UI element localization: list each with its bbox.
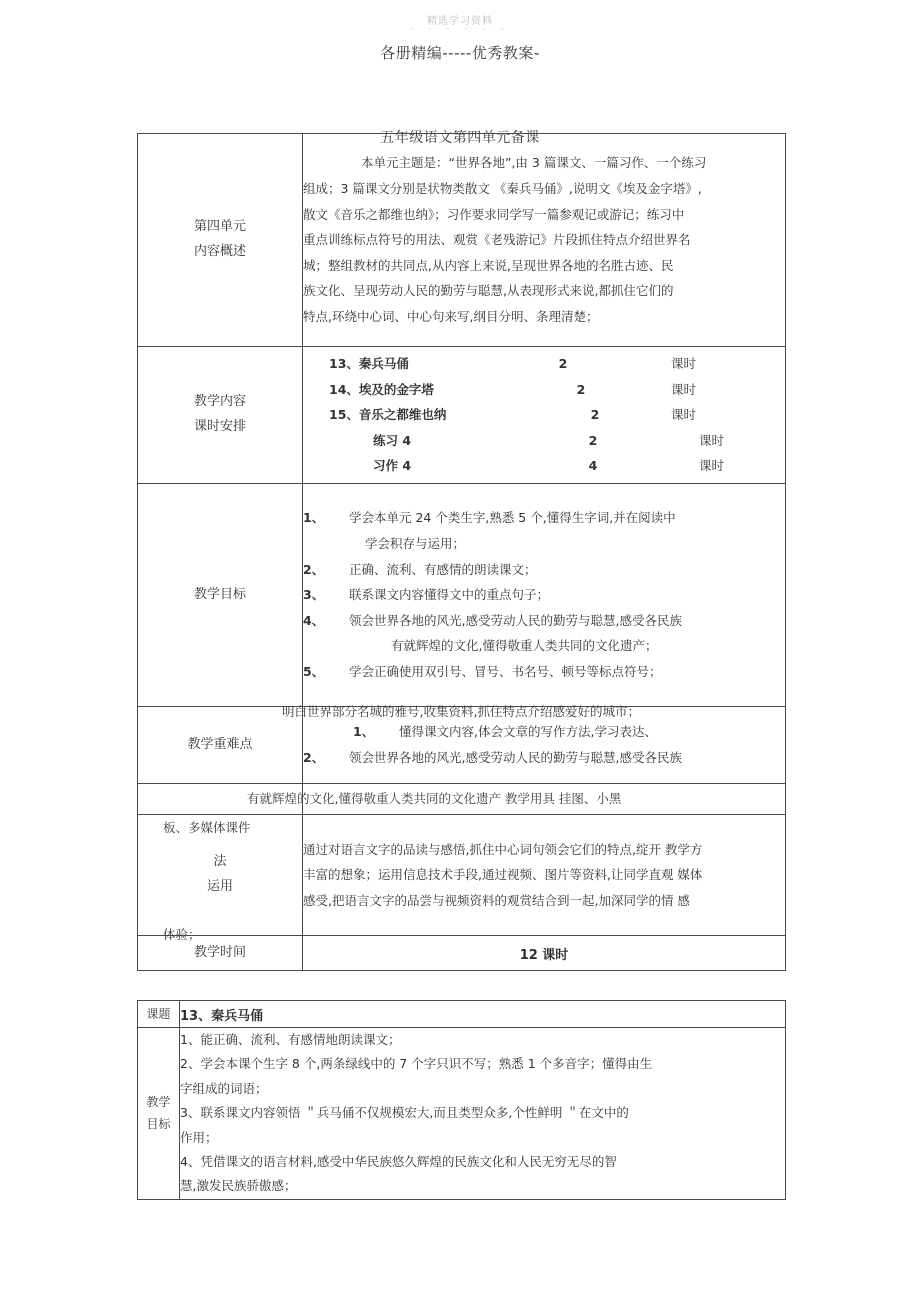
schedule-name: 13、秦兵马俑 <box>329 355 409 371</box>
label-line-2: 课时安排 <box>193 419 246 434</box>
overview-line-7: 特点,环绕中心词、中心句来写,纲目分明、条理清楚； <box>303 309 599 325</box>
objective-text: 联系课文内容懂得文中的重点句子； <box>349 587 550 603</box>
watermark-dashes: - - - - - - <box>410 24 510 34</box>
schedule-name: 14、埃及的金字塔 <box>329 381 434 397</box>
objective-text: 学会正确使用双引号、冒号、书名号、顿号等标点符号； <box>349 664 662 680</box>
lesson-goal-line-6: 4、凭借课文的语言材料,感受中华民族悠久辉煌的民族文化和人民无穷无尽的智 <box>180 1153 617 1169</box>
schedule-unit: 课时 <box>670 381 696 397</box>
overview-line-1: 本单元主题是：“世界各地”,由 3 篇课文、一篇习作、一个练习 <box>361 155 707 171</box>
schedule-item <box>303 453 785 479</box>
schedule-qty: 2 <box>558 355 568 371</box>
objectives-overflow-line: 明白世界部分名城的雅号,收集资料,抓住特点介绍感爱好的城市； <box>282 704 640 719</box>
objective-number: 4、 <box>303 612 325 628</box>
objective-number: 3、 <box>303 587 325 603</box>
schedule-item <box>303 351 785 377</box>
schedule-qty: 2 <box>590 407 600 423</box>
label-line-1: 教学 <box>146 1094 171 1109</box>
table-row <box>138 936 786 971</box>
schedule-item <box>303 402 785 428</box>
cell-schedule <box>303 347 786 484</box>
keypoint-text: 领会世界各地的风光,感受劳动人民的勤劳与聪慧,感受各民族 <box>349 750 682 765</box>
method-overflow-label: 体验； <box>163 927 201 942</box>
objective-text: 正确、流利、有感情的朗读课文； <box>349 561 537 577</box>
schedule-item <box>303 428 785 454</box>
keypoint-number: 1、 <box>353 724 375 740</box>
method-line-2: 丰富的想象；运用信息技术手段,通过视频、图片等资料,让同学直观 媒体 <box>303 867 703 883</box>
unit-preparation-table <box>137 133 786 971</box>
cell-method <box>303 815 786 936</box>
cell-unit-overview <box>303 134 786 347</box>
objective-item <box>303 633 785 659</box>
keypoints-overflow-line: 有就辉煌的文化,懂得敬重人类共同的文化遗产 教学用具 挂图、小黑 <box>247 791 622 806</box>
table-row <box>138 347 786 484</box>
schedule-name: 习作 4 <box>373 458 412 474</box>
schedule-qty: 2 <box>588 432 598 448</box>
label-line-1: 教学内容 <box>193 394 246 410</box>
row-label-schedule <box>138 347 303 484</box>
method-line-3: 感受,把语言文字的品尝与视频资料的观赏结合到一起,加深同学的情 感 <box>303 892 690 908</box>
cell-objectives <box>303 484 786 707</box>
objective-item <box>303 582 785 608</box>
overview-line-4: 重点训练标点符号的用法、观赏《老残游记》片段抓住特点介绍世界名 <box>303 232 691 248</box>
lesson-goal-line-5: 作用； <box>180 1129 218 1145</box>
label-line-2: 运用 <box>206 879 233 894</box>
lesson-goal-line-4: 3、联系课文内容领悟 ＂兵马俑不仅规模宏大,而且类型众多,个性鲜明 ＂在文中的 <box>180 1105 629 1121</box>
objective-item <box>303 505 785 531</box>
keypoint-item <box>303 719 785 745</box>
schedule-name: 练习 4 <box>373 432 412 448</box>
label-line-1: 第四单元 <box>193 219 246 235</box>
method-line-1: 通过对语言文字的品读与感悟,抓住中心词句领会它们的特点,绽开 教学方 <box>303 841 703 857</box>
overview-line-5: 城；整组教材的共同点,从内容上来说,呈现世界各地的名胜古迹、民 <box>303 257 674 273</box>
row-label-keypoints <box>138 707 303 784</box>
cell-topic-value: 13、秦兵马俑 <box>180 1001 786 1028</box>
cell-lesson-goals <box>180 1028 786 1200</box>
label-line-1: 教学重难点 <box>187 736 253 752</box>
table-row <box>138 1028 786 1200</box>
objective-number: 2、 <box>303 561 325 577</box>
keypoint-text: 懂得课文内容,体会文章的写作方法,学习表达、 <box>399 724 657 740</box>
lesson-goal-line-3: 字组成的词语； <box>180 1080 268 1096</box>
keypoint-number: 2、 <box>303 750 325 765</box>
label-line-1: 教学时间 <box>193 944 246 960</box>
label-line-2: 内容概述 <box>193 244 246 259</box>
schedule-qty: 2 <box>576 381 586 397</box>
row-label-unit-overview <box>138 134 303 347</box>
schedule-item <box>303 377 785 403</box>
schedule-unit: 课时 <box>698 432 724 448</box>
page-title: 五年级语文第四单元备课 <box>380 130 540 146</box>
schedule-unit: 课时 <box>698 458 724 474</box>
lesson-goal-line-7: 慧,激发民族骄傲感； <box>180 1178 297 1194</box>
table-row <box>138 484 786 707</box>
label-line-1: 教学目标 <box>193 586 246 602</box>
objective-number: 1、 <box>303 510 325 526</box>
objective-item <box>303 531 785 557</box>
objective-text: 学会积存与运用； <box>365 535 466 551</box>
lesson-goal-line-2: 2、学会本课个生字 8 个,两条绿线中的 7 个字只识不写；熟悉 1 个多音字；懂得由生 <box>180 1056 653 1072</box>
schedule-qty: 4 <box>588 458 598 474</box>
label-line-1: 法 <box>213 854 227 870</box>
watermark-text: 精选学习资料 <box>427 16 493 27</box>
row-label-topic: 课题 <box>138 1001 180 1028</box>
row-label-objectives <box>138 484 303 707</box>
overview-line-3: 散文《音乐之都维也纳》；习作要求同学写一篇参观记或游记；练习中 <box>303 206 685 222</box>
keypoint-item <box>303 745 785 771</box>
lesson-goal-line-1: 1、能正确、流利、有感情地朗读课文； <box>180 1032 401 1047</box>
page-banner: 各册精编-----优秀教案- <box>380 44 540 62</box>
lesson-plan-table <box>137 1000 786 1200</box>
objective-item <box>303 659 785 685</box>
overview-line-2: 组成；3 篇课文分别是状物类散文 《秦兵马俑》,说明文《埃及金字塔》, <box>303 180 702 196</box>
table-row <box>138 134 786 347</box>
overview-line-6: 族文化、呈现劳动人民的勤劳与聪慧,从表现形式来说,都抓住它们的 <box>303 283 674 299</box>
schedule-unit: 课时 <box>670 355 696 371</box>
label-line-2: 目标 <box>146 1117 171 1132</box>
row-label-lesson-goals <box>138 1028 180 1200</box>
objective-text: 学会本单元 24 个类生字,熟悉 5 个,懂得生字词,并在阅读中 <box>349 510 676 526</box>
objective-text: 有就辉煌的文化,懂得敬重人类共同的文化遗产； <box>391 638 658 654</box>
objective-item <box>303 608 785 634</box>
objective-text: 领会世界各地的风光,感受劳动人民的勤劳与聪慧,感受各民族 <box>349 612 682 628</box>
schedule-name: 15、音乐之都维也纳 <box>329 407 447 423</box>
cell-teaching-time: 12 课时 <box>303 936 786 971</box>
table-row <box>138 1001 786 1028</box>
objective-number: 5、 <box>303 664 325 680</box>
objective-item <box>303 557 785 583</box>
teaching-tools-overflow-label: 板、多媒体课件 <box>163 820 251 835</box>
schedule-unit: 课时 <box>670 407 696 423</box>
